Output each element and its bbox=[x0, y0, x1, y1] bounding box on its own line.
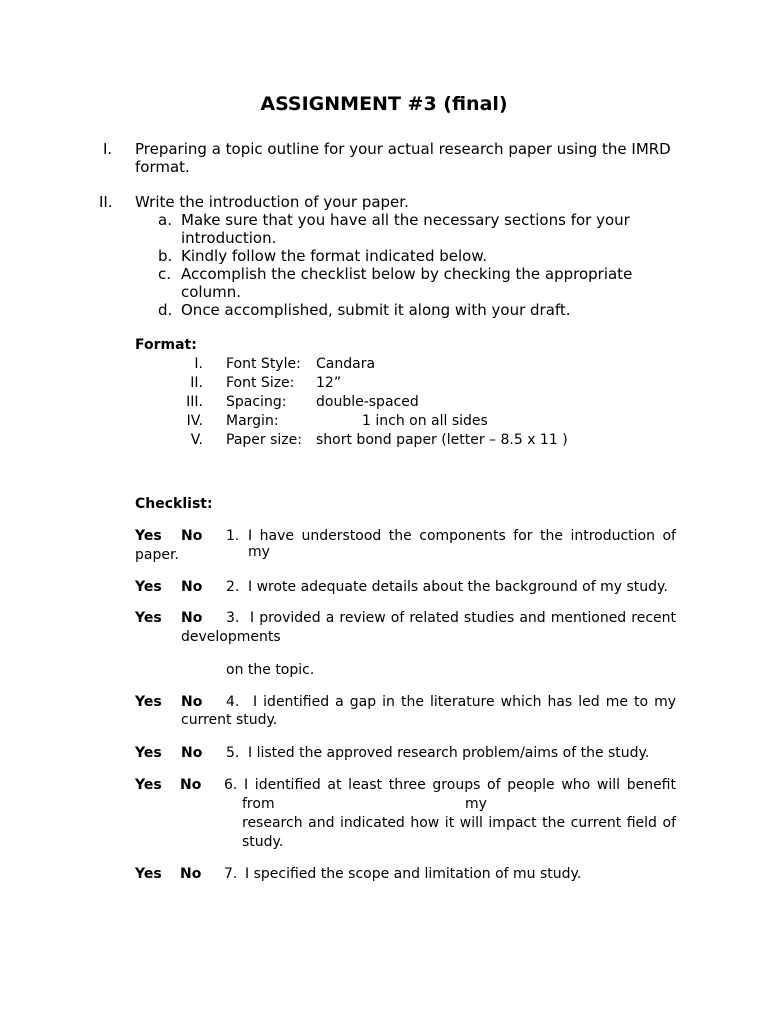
checklist-item-text: I have understood the components for the introduction of my bbox=[248, 528, 676, 560]
format-numeral: I. bbox=[194, 356, 203, 372]
format-label: Font Size: bbox=[226, 375, 295, 391]
sub-item-letter: c. bbox=[158, 265, 172, 283]
checklist-item-number: 2. bbox=[226, 579, 240, 595]
yes-option[interactable]: Yes bbox=[135, 610, 162, 626]
no-option[interactable]: No bbox=[181, 610, 203, 626]
format-label: Spacing: bbox=[226, 394, 287, 410]
no-option[interactable]: No bbox=[180, 777, 202, 793]
format-value: 12” bbox=[316, 375, 342, 391]
sub-item-text: Once accomplished, submit it along with your draft. bbox=[181, 301, 571, 319]
format-value: short bond paper (letter – 8.5 x 11 ) bbox=[316, 432, 568, 448]
format-numeral: II. bbox=[190, 375, 203, 391]
checklist-item-number: 4. bbox=[226, 694, 240, 710]
yes-option[interactable]: Yes bbox=[135, 777, 162, 793]
checklist-item-text: I wrote adequate details about the background of my study. bbox=[248, 579, 668, 595]
no-option[interactable]: No bbox=[181, 694, 203, 710]
checklist-item-text: from bbox=[242, 796, 275, 812]
format-numeral: III. bbox=[186, 394, 203, 410]
instruction-text: Write the introduction of your paper. bbox=[135, 193, 409, 211]
checklist-item-text: my bbox=[465, 796, 487, 812]
checklist-item-number: 5. bbox=[226, 745, 240, 761]
checklist-item-text: developments bbox=[181, 629, 281, 645]
instruction-text: format. bbox=[135, 158, 190, 176]
sub-item-letter: a. bbox=[158, 211, 172, 229]
checklist-item-text: study. bbox=[242, 834, 284, 850]
format-value: 1 inch on all sides bbox=[362, 413, 488, 429]
checklist-item-text: I provided a review of related studies and mentioned recent bbox=[250, 610, 676, 626]
checklist-item-text: I specified the scope and limitation of mu study. bbox=[245, 866, 582, 882]
format-value: Candara bbox=[316, 356, 376, 372]
sub-item-text: Make sure that you have all the necessary sections for your bbox=[181, 211, 630, 229]
sub-item-text: Kindly follow the format indicated below. bbox=[181, 247, 488, 265]
no-option[interactable]: No bbox=[181, 745, 203, 761]
checklist-item-number: 7. bbox=[224, 866, 238, 882]
format-heading: Format: bbox=[135, 337, 197, 353]
instruction-text: Preparing a topic outline for your actual research paper using the IMRD bbox=[135, 140, 671, 158]
format-value: double-spaced bbox=[316, 394, 419, 410]
format-label: Font Style: bbox=[226, 356, 301, 372]
sub-item-letter: b. bbox=[158, 247, 173, 265]
checklist-item-number: 3. bbox=[226, 610, 240, 626]
format-numeral: V. bbox=[190, 432, 203, 448]
checklist-item-text: I identified at least three groups of people who will benefit bbox=[244, 777, 676, 793]
checklist-item-text: I identified a gap in the literature which has led me to my bbox=[253, 694, 676, 710]
no-option[interactable]: No bbox=[180, 866, 202, 882]
instruction-numeral: II. bbox=[99, 193, 113, 211]
sub-item-text: column. bbox=[181, 283, 241, 301]
checklist-item-number: 1. bbox=[226, 528, 240, 544]
page-title: ASSIGNMENT #3 (final) bbox=[260, 93, 508, 115]
format-label: Paper size: bbox=[226, 432, 302, 448]
checklist-item-number: 6. bbox=[224, 777, 238, 793]
no-option[interactable]: No bbox=[181, 528, 203, 544]
checklist-item-text: on the topic. bbox=[226, 662, 315, 678]
sub-item-text: introduction. bbox=[181, 229, 277, 247]
no-option[interactable]: No bbox=[181, 579, 203, 595]
yes-option[interactable]: Yes bbox=[135, 694, 162, 710]
checklist-item-text: research and indicated how it will impact the current field of bbox=[242, 815, 676, 831]
format-label: Margin: bbox=[226, 413, 279, 429]
yes-option[interactable]: Yes bbox=[135, 579, 162, 595]
yes-option[interactable]: Yes bbox=[135, 866, 162, 882]
sub-item-letter: d. bbox=[158, 301, 173, 319]
yes-option[interactable]: Yes bbox=[135, 745, 162, 761]
format-numeral: IV. bbox=[186, 413, 203, 429]
checklist-heading: Checklist: bbox=[135, 496, 213, 512]
yes-option[interactable]: Yes bbox=[135, 528, 162, 544]
instruction-numeral: I. bbox=[103, 140, 113, 158]
checklist-item-text: paper. bbox=[135, 547, 179, 563]
checklist-item-text: I listed the approved research problem/aims of the study. bbox=[248, 745, 650, 761]
sub-item-text: Accomplish the checklist below by checking the appropriate bbox=[181, 265, 633, 283]
checklist-item-text: current study. bbox=[181, 712, 278, 728]
